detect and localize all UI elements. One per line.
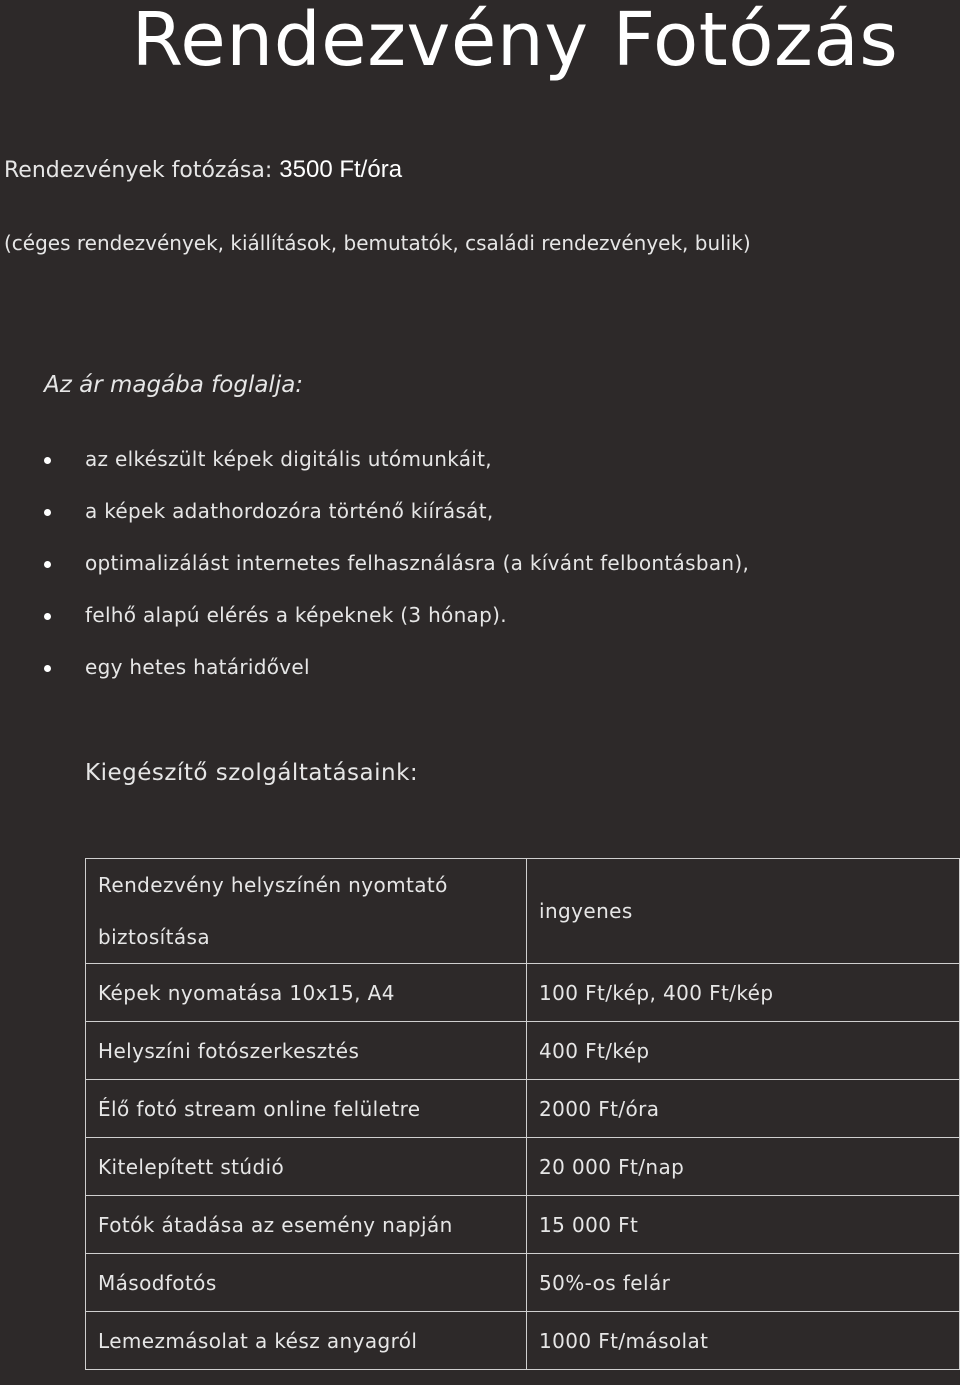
services-table bbox=[85, 858, 960, 1370]
extras-heading: Kiegészítő szolgáltatásaink: bbox=[85, 760, 419, 786]
table-row bbox=[86, 1254, 960, 1312]
list-item-text: felhő alapú elérés a képeknek (3 hónap). bbox=[85, 603, 507, 627]
service-name: Kitelepített stúdió bbox=[86, 1138, 527, 1196]
table-row bbox=[86, 1022, 960, 1080]
bullet-icon bbox=[44, 613, 51, 620]
table-row bbox=[86, 964, 960, 1022]
service-name: Képek nyomatása 10x15, A4 bbox=[86, 964, 527, 1022]
service-price: 100 Ft/kép, 400 Ft/kép bbox=[527, 964, 960, 1022]
service-price: 2000 Ft/óra bbox=[527, 1080, 960, 1138]
service-name: Lemezmásolat a kész anyagról bbox=[86, 1312, 527, 1370]
service-price: 20 000 Ft/nap bbox=[527, 1138, 960, 1196]
pricing-label: Rendezvények fotózása: bbox=[4, 158, 273, 183]
table-row bbox=[86, 859, 960, 964]
table-row bbox=[86, 1080, 960, 1138]
service-price: 1000 Ft/másolat bbox=[527, 1312, 960, 1370]
service-price: 15 000 Ft bbox=[527, 1196, 960, 1254]
service-name: Fotók átadása az esemény napján bbox=[86, 1196, 527, 1254]
service-name: Helyszíni fotószerkesztés bbox=[86, 1022, 527, 1080]
list-item bbox=[44, 498, 749, 550]
bullet-icon bbox=[44, 665, 51, 672]
bullet-icon bbox=[44, 509, 51, 516]
list-item-text: a képek adathordozóra történő kiírását, bbox=[85, 499, 494, 523]
list-item-text: az elkészült képek digitális utómunkáit, bbox=[85, 447, 492, 471]
list-item-text: optimalizálást internetes felhasználásra (a kívánt felbontásban), bbox=[85, 551, 750, 575]
service-price: 400 Ft/kép bbox=[527, 1022, 960, 1080]
service-name: Rendezvény helyszínén nyomtató biztosítása bbox=[86, 859, 527, 964]
list-item-text: egy hetes határidővel bbox=[85, 655, 310, 679]
list-item bbox=[44, 654, 749, 706]
pricing-scope: (céges rendezvények, kiállítások, bemutatók, családi rendezvények, bulik) bbox=[4, 231, 751, 255]
list-item bbox=[44, 446, 749, 498]
bullet-icon bbox=[44, 561, 51, 568]
includes-list bbox=[44, 446, 749, 706]
page-title: Rendezvény Fotózás bbox=[131, 0, 899, 83]
service-price: 50%-os felár bbox=[527, 1254, 960, 1312]
table-row bbox=[86, 1196, 960, 1254]
pricing-line bbox=[4, 156, 402, 185]
includes-heading: Az ár magába foglalja: bbox=[44, 372, 304, 398]
list-item bbox=[44, 550, 749, 602]
bullet-icon bbox=[44, 457, 51, 464]
pricing-amount: 3500 Ft/óra bbox=[279, 156, 403, 183]
service-name: Másodfotós bbox=[86, 1254, 527, 1312]
table-row bbox=[86, 1138, 960, 1196]
service-name: Élő fotó stream online felületre bbox=[86, 1080, 527, 1138]
table-row bbox=[86, 1312, 960, 1370]
service-price: ingyenes bbox=[527, 859, 960, 964]
list-item bbox=[44, 602, 749, 654]
